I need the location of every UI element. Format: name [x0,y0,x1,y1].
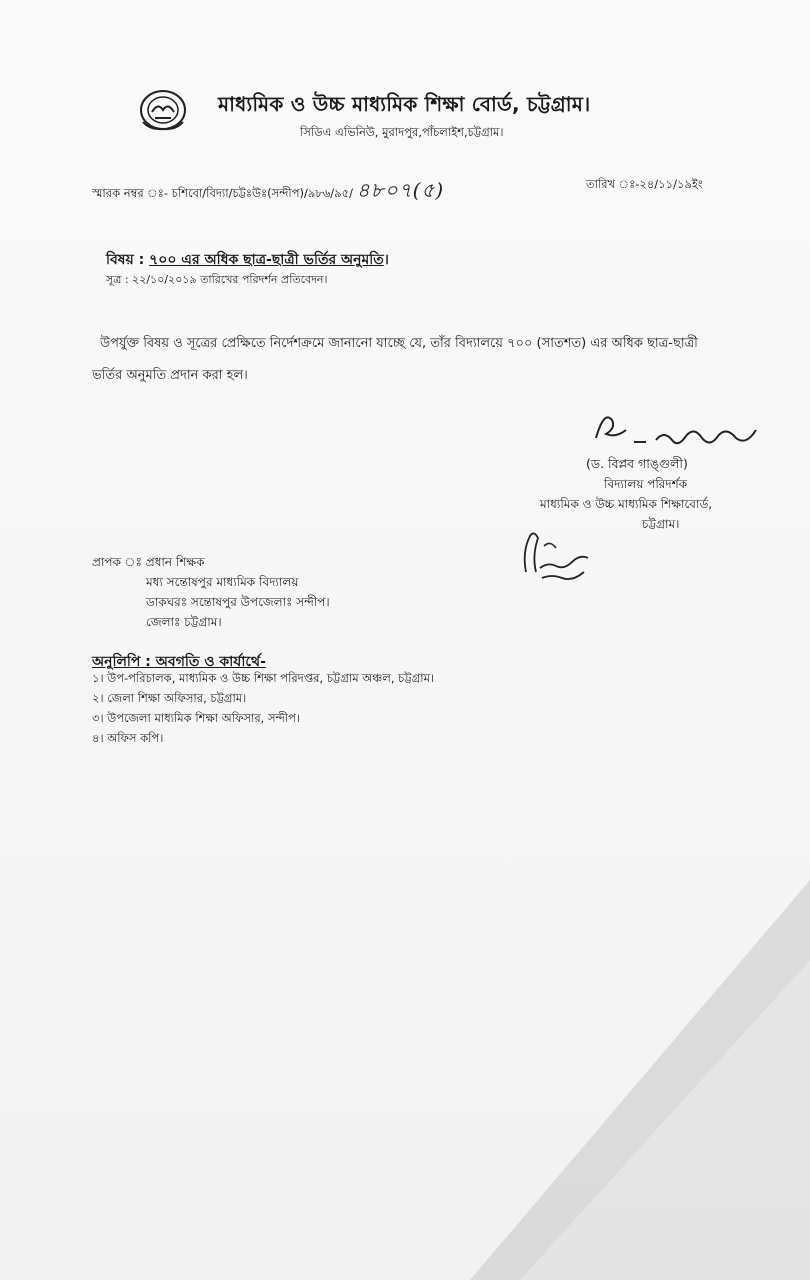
subject-end: । [383,252,389,268]
copy-item-3: ৩। উপজেলা মাধ্যমিক শিক্ষা অফিসার, সন্দীপ। [92,711,301,725]
memo-date: তারিখ ঃ-২৪/১১/১৯ইং [586,177,703,191]
organization-name: মাধ্যমিক ও উচ্চ মাধ্যমিক শিক্ষা বোর্ড, চট্টগ্রাম। [218,92,591,116]
handwritten-initial-stamp [518,522,598,584]
signatory-city: চট্টগ্রাম। [642,517,680,531]
memo-number-handwritten: ৪৮০৭(৫) [356,178,445,202]
recipient-label: প্রাপক ঃ প্রধান শিক্ষক [92,555,205,569]
organization-address: সিডিএ এভিনিউ, মুরাদপুর,পাঁচলাইশ,চট্টগ্রাম। [300,125,504,139]
copies-heading: অনুলিপি : অবগতি ও কার্যার্থে- [92,654,266,670]
recipient-district: জেলাঃ চট্টগ্রাম। [146,615,222,629]
subject-line [106,248,389,272]
signatory-name: (ড. বিপ্লব গাঙ্গুলী) [586,456,688,471]
copy-item-2: ২। জেলা শিক্ষা অফিসার, চট্টগ্রাম। [92,691,247,705]
recipient-school: মধ্য সন্তোষপুর মাধ্যমিক বিদ্যালয় [146,575,299,589]
body-text-line-1: উপর্যুক্ত বিষয় ও সূত্রের প্রেক্ষিতে নির্দেশক্রমে জানানো যাচ্ছে যে, তাঁর বিদ্যালয়ে ৭০০ (সাতশত) এর অধিক ছাত্র-ছাত্রী [100,336,698,351]
body-text-line-2: ভর্তির অনুমতি প্রদান করা হল। [92,368,248,383]
board-logo-icon [138,88,188,132]
memo-number-label: স্মারক নম্বর ঃ- চশিবো/বিদ্যা/চট্টঃউঃ(সন্দীপ)/৯৮৬/৯৫/ [92,186,353,200]
reference-line: সূত্র : ২২/১০/২০১৯ তারিখের পরিদর্শন প্রতিবেদন। [106,273,328,286]
copy-item-1: ১। উপ-পরিচালক, মাধ্যমিক ও উচ্চ শিক্ষা পরিদপ্তর, চট্টগ্রাম অঞ্চল, চট্টগ্রাম। [92,671,435,685]
copy-item-4: ৪। অফিস কপি। [92,731,164,745]
signatory-organization: মাধ্যমিক ও উচ্চ মাধ্যমিক শিক্ষাবোর্ড, [540,497,713,511]
signatory-designation: বিদ্যালয় পরিদর্শক [604,477,688,491]
memo-number [92,176,444,209]
subject-label: বিষয় : [106,252,150,268]
recipient-post-office: ডাকঘরঃ সন্তোষপুর উপজেলাঃ সন্দীপ। [146,595,330,609]
handwritten-signature [586,400,766,460]
subject-text: ৭০০ এর অধিক ছাত্র-ছাত্রী ভর্তির অনুমতি [149,252,384,268]
